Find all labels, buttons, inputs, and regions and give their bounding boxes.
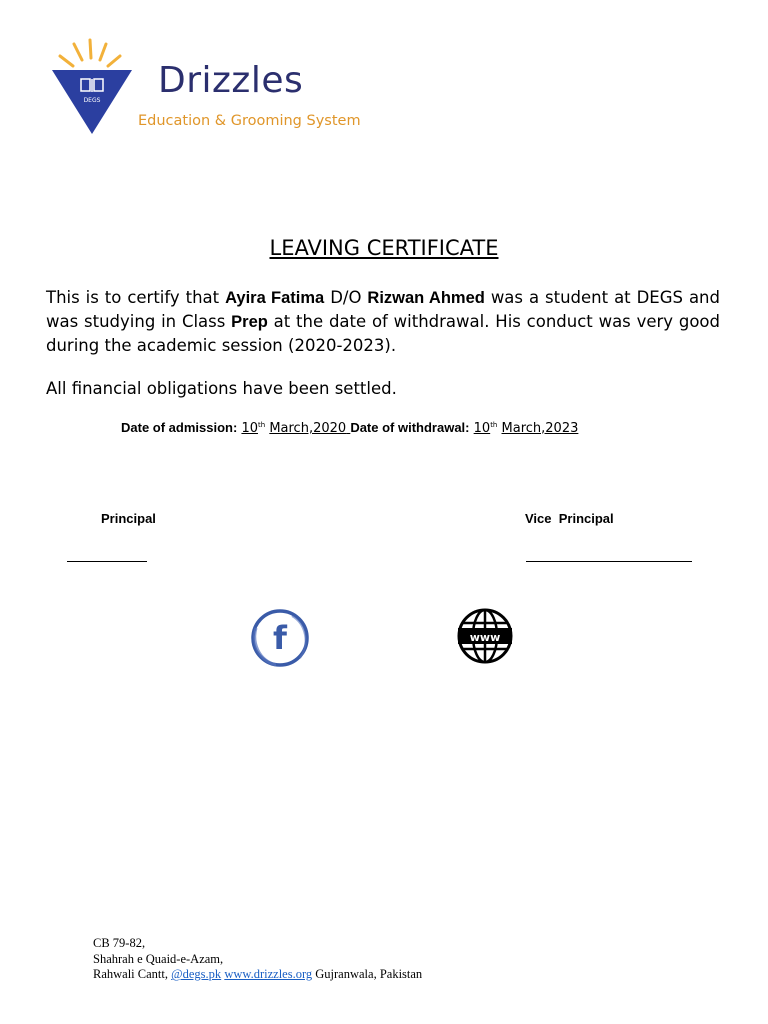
address-line-1: CB 79-82, (93, 936, 146, 950)
admission-suffix: th (257, 421, 266, 429)
certificate-body (46, 286, 720, 357)
brand-name: Drizzles (158, 60, 304, 101)
financial-note: All financial obligations have been settled. (46, 379, 397, 398)
sun-rays-icon (60, 40, 120, 66)
parent-name: Rizwan Ahmed (367, 289, 485, 307)
after-parent-text: was a student at DEGS and was studying in Class (46, 288, 720, 331)
address-suffix: Gujranwala, Pakistan (312, 967, 423, 981)
intro-text: This is to certify that (46, 288, 226, 307)
facebook-icon[interactable] (248, 606, 314, 670)
relation-text: D/O (324, 288, 368, 307)
admission-date: March,2020 (269, 421, 347, 436)
dates-line (121, 420, 578, 436)
vice-principal-label: Vice Principal (525, 511, 614, 526)
www-globe-icon[interactable] (456, 607, 514, 665)
svg-text:f: f (273, 619, 287, 657)
address-line-3 (93, 966, 422, 982)
withdrawal-suffix: th (490, 421, 498, 429)
after-class-text: at the date of withdrawal. His conduct was very good during the academic session (2020-2023). (46, 312, 720, 355)
principal-signature-line (67, 561, 147, 562)
admission-label: Date of admission: (121, 420, 238, 435)
logo-badge-text: DEGS (83, 97, 101, 104)
withdrawal-label: Date of withdrawal: (350, 420, 470, 435)
svg-text:www: www (469, 631, 501, 644)
website-link[interactable]: www.drizzles.org (224, 967, 313, 981)
vice-principal-signature-line (526, 561, 692, 562)
withdrawal-date: March,2023 (501, 421, 579, 436)
certificate-title: LEAVING CERTIFICATE (269, 236, 499, 260)
principal-label: Principal (101, 511, 156, 526)
brand-tagline: Education & Grooming System (138, 113, 361, 129)
facebook-link[interactable]: @degs.pk (171, 967, 222, 981)
class-name: Prep (231, 313, 268, 331)
address-prefix: Rahwali Cantt, (93, 967, 172, 981)
student-name: Ayira Fatima (225, 289, 325, 307)
admission-day: 10 (241, 421, 258, 436)
withdrawal-day: 10 (473, 421, 491, 436)
address-line-2: Shahrah e Quaid-e-Azam, (93, 952, 224, 966)
